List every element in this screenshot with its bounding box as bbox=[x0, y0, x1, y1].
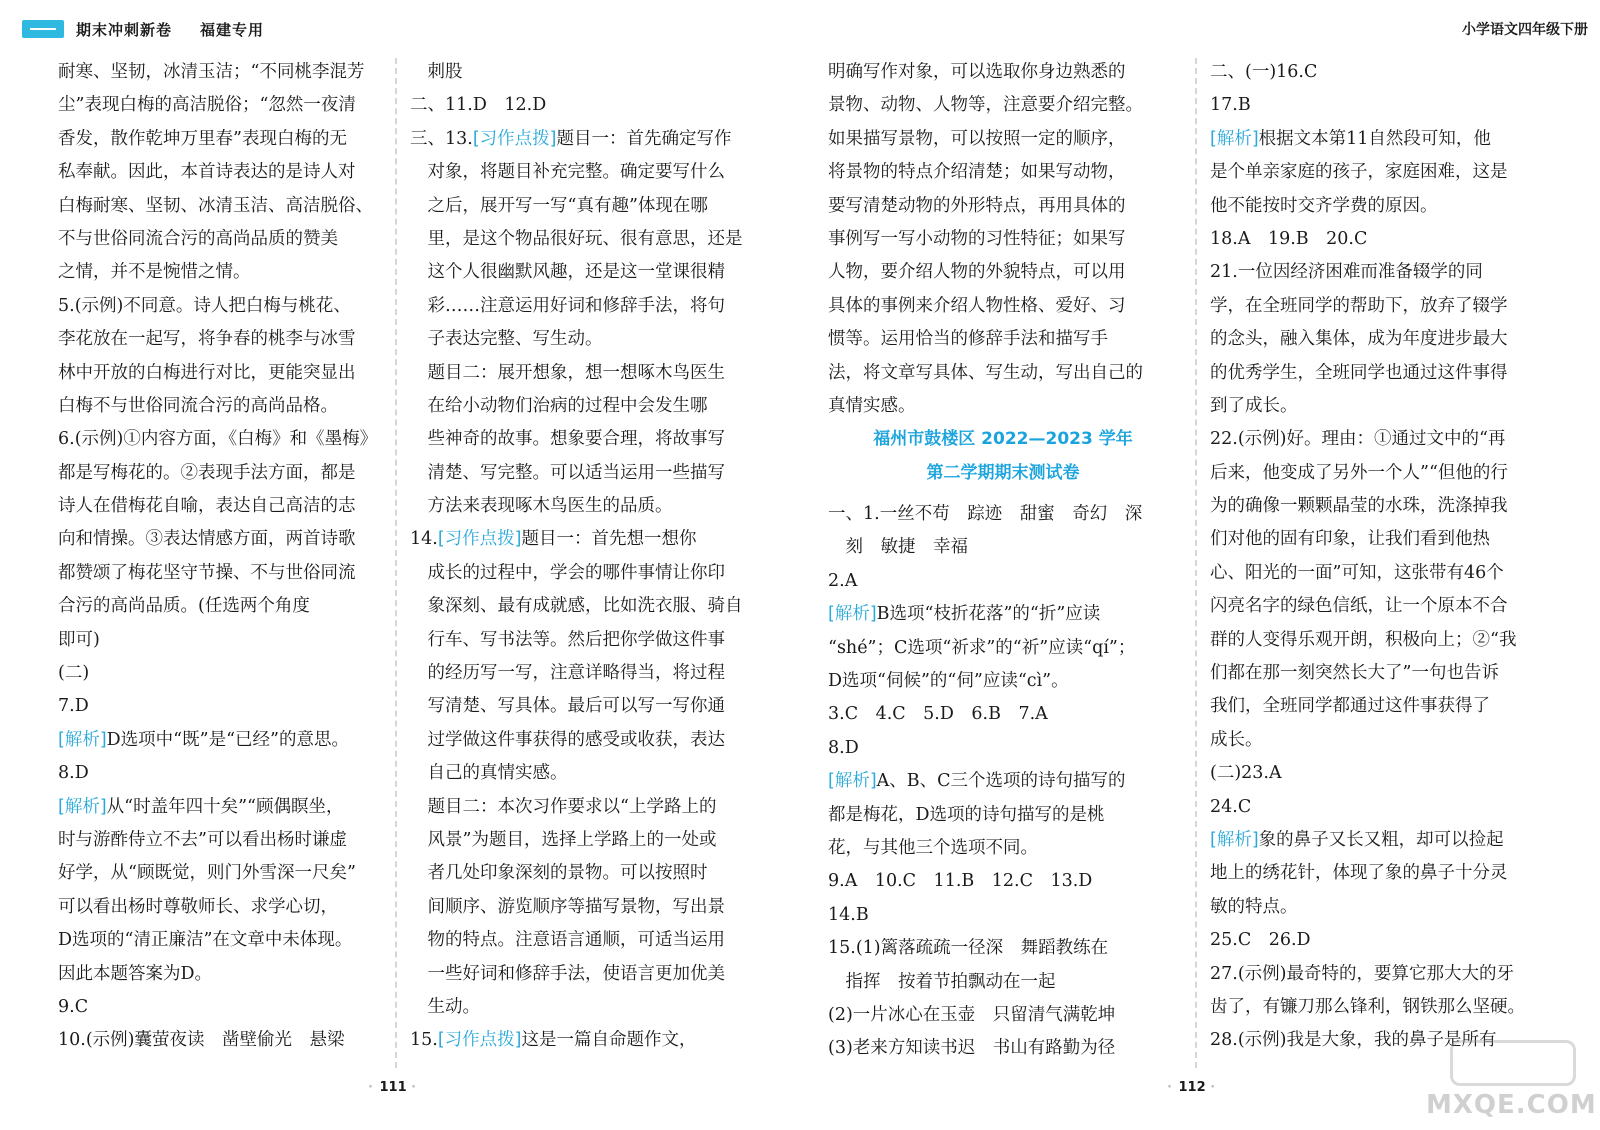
answer-line: [解析]D选项中“既”是“已经”的意思。 bbox=[58, 729, 349, 750]
answer-line: 27.(示例)最奇特的，要算它那大大的牙 bbox=[1210, 963, 1514, 984]
answer-line: 成长的过程中，学会的哪件事情让你印 bbox=[410, 562, 725, 583]
page-number-left: · 111 · bbox=[368, 1080, 419, 1095]
answer-line: (二) bbox=[58, 663, 90, 684]
answer-line: 这个人很幽默风趣，还是这一堂课很精 bbox=[410, 262, 725, 283]
answer-line: 题目二：本次习作要求以“上学路上的 bbox=[410, 796, 717, 817]
answer-line: 15.(1)篱落疏疏一径深 舞蹈教练在 bbox=[828, 938, 1109, 959]
answer-line: 尘”表现白梅的高洁脱俗；“忽然一夜清 bbox=[58, 95, 356, 116]
answer-line: 都赞颂了梅花坚守节操、不与世俗同流 bbox=[58, 562, 356, 583]
answer-line: “shé”；C选项“祈求”的“祈”应读“qí”； bbox=[828, 637, 1136, 658]
answer-line: 21.一位因经济困难而准备辍学的同 bbox=[1210, 262, 1483, 283]
answer-line: 6.(示例)①内容方面，《白梅》和《墨梅》 bbox=[58, 429, 378, 450]
analysis-tag: [解析] bbox=[58, 796, 107, 817]
answer-line: 他不能按时交齐学费的原因。 bbox=[1210, 195, 1438, 216]
answer-column-4 bbox=[1210, 56, 1555, 1058]
answer-line: 事例写一写小动物的习性特征；如果写 bbox=[828, 228, 1126, 249]
answer-line: 之后，展开写一写“真有趣”体现在哪 bbox=[410, 195, 708, 216]
answer-line: 要写清楚动物的外形特点，再用具体的 bbox=[828, 195, 1126, 216]
answer-line: 都是梅花，D选项的诗句描写的是桃 bbox=[828, 804, 1105, 825]
answer-line: 一些好词和修辞手法，使语言更加优美 bbox=[410, 963, 725, 984]
answer-line: 2.A bbox=[828, 570, 858, 591]
answer-line: 之情，并不是惋惜之情。 bbox=[58, 262, 251, 283]
analysis-tag: [解析] bbox=[1210, 128, 1259, 149]
answer-line: 3.C 4.C 5.D 6.B 7.A bbox=[828, 704, 1048, 725]
answer-line: 后来，他变成了另外一个人”“但他的行 bbox=[1210, 462, 1508, 483]
answer-line: 在给小动物们治病的过程中会发生哪 bbox=[410, 395, 708, 416]
answer-line: 10.(示例)囊萤夜读 凿壁偷光 悬梁 bbox=[58, 1030, 345, 1051]
answer-line: 14.[习作点拨]题目一：首先想一想你 bbox=[410, 529, 697, 550]
answer-line: 9.C bbox=[58, 996, 89, 1017]
answer-line: (2)一片冰心在玉壶 只留清气满乾坤 bbox=[828, 1004, 1116, 1025]
answer-line: 向和情操。③表达情感方面，两首诗歌 bbox=[58, 529, 356, 550]
answer-line: 17.B bbox=[1210, 95, 1251, 116]
answer-line: (二)23.A bbox=[1210, 763, 1282, 784]
answer-line: 林中开放的白梅进行对比，更能突显出 bbox=[58, 362, 356, 383]
answer-line: 者几处印象深刻的景物。可以按照时 bbox=[410, 863, 708, 884]
answer-line: 自己的真情实感。 bbox=[410, 763, 568, 784]
column-3-top bbox=[828, 56, 1178, 423]
answer-line: 里，是这个物品很好玩、很有意思，还是 bbox=[410, 228, 743, 249]
answer-line: 们都在那一刻突然长大了”一句也告诉 bbox=[1210, 663, 1499, 684]
answer-line: 耐寒、坚韧，冰清玉洁；“不同桃李混芳 bbox=[58, 62, 365, 82]
answer-line: 过学做这件事获得的感受或收获，表达 bbox=[410, 729, 725, 750]
answer-line: 明确写作对象，可以选取你身边熟悉的 bbox=[828, 62, 1126, 82]
answer-line: 法，将文章写具体、写生动，写出自己的 bbox=[828, 362, 1143, 383]
answer-line: 如果描写景物，可以按照一定的顺序， bbox=[828, 128, 1126, 149]
analysis-tag: [解析] bbox=[828, 604, 877, 625]
answer-line: 7.D bbox=[58, 696, 89, 717]
region-label: 福建专用 bbox=[200, 21, 265, 39]
answer-line: 二、11.D 12.D bbox=[410, 95, 547, 116]
answer-line: [解析]象的鼻子又长又粗，却可以捡起 bbox=[1210, 829, 1504, 850]
answer-line: 心、阳光的一面”可知，这张带有46个 bbox=[1210, 562, 1504, 583]
right-page bbox=[800, 0, 1600, 1130]
answer-line: 白梅不与世俗同流合污的高尚品格。 bbox=[58, 395, 338, 416]
answer-line: [解析]B选项“枝折花落”的“折”应读 bbox=[828, 604, 1101, 625]
answer-line: 物的特点。注意语言通顺，可适当运用 bbox=[410, 930, 725, 951]
answer-line: 都是写梅花的。②表现手法方面，都是 bbox=[58, 462, 356, 483]
answer-line: 一、1.一丝不苟 踪迹 甜蜜 奇幻 深 bbox=[828, 504, 1143, 525]
series-title: 期末冲刺新卷 bbox=[76, 21, 173, 39]
answer-line: 15.[习作点拨]这是一篇自命题作文， bbox=[410, 1030, 697, 1051]
answer-line: 时与游酢侍立不去”可以看出杨时谦虚 bbox=[58, 829, 347, 850]
answer-line: 白梅耐寒、坚韧、冰清玉洁、高洁脱俗、 bbox=[58, 195, 373, 216]
answer-line: 象深刻、最有成就感，比如洗衣服、骑自 bbox=[410, 596, 743, 617]
answer-line: 合污的高尚品质。(任选两个角度 bbox=[58, 596, 310, 617]
answer-line: 惯等。运用恰当的修辞手法和描写手 bbox=[828, 329, 1108, 350]
answer-line: 好学，从“顾既觉，则门外雪深一尺矣” bbox=[58, 863, 356, 884]
answer-line: 24.C bbox=[1210, 796, 1252, 817]
answer-line: 间顺序、游览顺序等描写景物，写出景 bbox=[410, 896, 725, 917]
answer-line: 生动。 bbox=[410, 996, 480, 1017]
book-title: 小学语文四年级下册 bbox=[1462, 22, 1588, 38]
answer-line: 二、(一)16.C bbox=[1210, 62, 1318, 82]
series-logo-icon bbox=[22, 20, 64, 38]
exam-title-line-1: 福州市鼓楼区 2022—2023 学年 bbox=[873, 429, 1133, 450]
answer-line: 真情实感。 bbox=[828, 395, 916, 416]
answer-line: 指挥 按着节拍飘动在一起 bbox=[828, 971, 1056, 992]
answer-line: 刻 敏捷 幸福 bbox=[828, 537, 968, 558]
answer-column-1 bbox=[58, 56, 388, 1058]
answer-line: D选项的“清正廉洁”在文章中未体现。 bbox=[58, 930, 353, 951]
answer-line: 我们，全班同学都通过这件事获得了 bbox=[1210, 696, 1490, 717]
answer-line: 的优秀学生，全班同学也通过这件事得 bbox=[1210, 362, 1508, 383]
answer-line: 18.A 19.B 20.C bbox=[1210, 228, 1368, 249]
answer-line: 题目二：展开想象，想一想啄木鸟医生 bbox=[410, 362, 725, 383]
answer-line: 香发，散作乾坤万里春”表现白梅的无 bbox=[58, 128, 347, 149]
answer-line: 具体的事例来介绍人物性格、爱好、习 bbox=[828, 295, 1126, 316]
answer-line: 可以看出杨时尊敬师长、求学心切， bbox=[58, 896, 338, 917]
answer-column-3 bbox=[828, 56, 1178, 1066]
answer-line: 私奉献。因此，本首诗表达的是诗人对 bbox=[58, 162, 356, 183]
answer-line: 些神奇的故事。想象要合理，将故事写 bbox=[410, 429, 725, 450]
answer-line: 28.(示例)我是大象，我的鼻子是所有 bbox=[1210, 1030, 1497, 1051]
answer-line: 人物，要介绍人物的外貌特点，可以用 bbox=[828, 262, 1126, 283]
answer-line: 诗人在借梅花自喻，表达自己高洁的志 bbox=[58, 496, 356, 517]
answer-line: 风景”为题目，选择上学路上的一处或 bbox=[410, 829, 717, 850]
answer-line: 8.D bbox=[828, 737, 859, 758]
answer-line: 花，与其他三个选项不同。 bbox=[828, 837, 1038, 858]
column-3-bottom bbox=[828, 498, 1178, 1066]
watermark-badge-icon bbox=[1450, 1040, 1576, 1086]
analysis-tag: [解析] bbox=[1210, 829, 1259, 850]
answer-line: 清楚、写完整。可以适当运用一些描写 bbox=[410, 462, 725, 483]
answer-line: 到了成长。 bbox=[1210, 395, 1298, 416]
answer-line: [解析]A、B、C三个选项的诗句描写的 bbox=[828, 771, 1126, 792]
answer-line: 李花放在一起写，将争春的桃李与冰雪 bbox=[58, 329, 356, 350]
exam-title-line-2: 第二学期期末测试卷 bbox=[926, 462, 1080, 483]
answer-line: 群的人变得乐观开朗，积极向上；②“我 bbox=[1210, 629, 1517, 650]
answer-line: 14.B bbox=[828, 904, 869, 925]
answer-line: 因此本题答案为D。 bbox=[58, 963, 213, 984]
answer-line: [解析]从“时盖年四十矣”“顾偶瞑坐， bbox=[58, 796, 344, 817]
answer-line: 的经历写一写，注意详略得当，将过程 bbox=[410, 663, 725, 684]
answer-line: 景物、动物、人物等，注意要介绍完整。 bbox=[828, 95, 1143, 116]
page-number-right: · 112 · bbox=[1167, 1080, 1218, 1095]
answer-line: 彩……注意运用好词和修辞手法，将句 bbox=[410, 295, 725, 316]
answer-line: 们对他的固有印象，让我们看到他热 bbox=[1210, 529, 1490, 550]
answer-line: 25.C 26.D bbox=[1210, 930, 1311, 951]
analysis-tag: [解析] bbox=[828, 771, 877, 792]
answer-column-2 bbox=[410, 56, 755, 1058]
answer-line: 刺股 bbox=[410, 62, 463, 82]
answer-line: 即可) bbox=[58, 629, 100, 650]
analysis-tag: [解析] bbox=[58, 729, 107, 750]
writing-tip-tag: [习作点拨] bbox=[472, 128, 557, 149]
answer-line: 成长。 bbox=[1210, 729, 1263, 750]
site-watermark: MXQE.COM bbox=[1420, 1040, 1580, 1120]
answer-line: 5.(示例)不同意。诗人把白梅与桃花、 bbox=[58, 295, 351, 316]
writing-tip-tag: [习作点拨] bbox=[437, 529, 522, 550]
answer-line: 地上的绣花针，体现了象的鼻子十分灵 bbox=[1210, 863, 1508, 884]
answer-line: 三、13.[习作点拨]题目一：首先确定写作 bbox=[410, 128, 732, 149]
answer-line: 方法来表现啄木鸟医生的品质。 bbox=[410, 496, 673, 517]
answer-line: 齿了，有镰刀那么锋利，钢铁那么坚硬。 bbox=[1210, 996, 1525, 1017]
answer-line: 8.D bbox=[58, 763, 89, 784]
answer-line: 9.A 10.C 11.B 12.C 13.D bbox=[828, 871, 1093, 892]
writing-tip-tag: [习作点拨] bbox=[437, 1030, 522, 1051]
answer-line: 的念头，融入集体，成为年度进步最大 bbox=[1210, 329, 1508, 350]
answer-line: 行车、写书法等。然后把你学做这件事 bbox=[410, 629, 725, 650]
answer-line: 是个单亲家庭的孩子，家庭困难，这是 bbox=[1210, 162, 1508, 183]
answer-line: (3)老来方知读书迟 书山有路勤为径 bbox=[828, 1038, 1116, 1059]
answer-line: 为的确像一颗颗晶莹的水珠，洗涤掉我 bbox=[1210, 496, 1508, 517]
answer-line: 子表达完整、写生动。 bbox=[410, 329, 603, 350]
answer-line: 22.(示例)好。理由：①通过文中的“再 bbox=[1210, 429, 1506, 450]
column-divider bbox=[1195, 58, 1197, 1068]
answer-line: 敏的特点。 bbox=[1210, 896, 1298, 917]
answer-line: D选项“伺候”的“伺”应读“cì”。 bbox=[828, 671, 1069, 692]
answer-line: 写清楚、写具体。最后可以写一写你通 bbox=[410, 696, 725, 717]
answer-line: 将景物的特点介绍清楚；如果写动物， bbox=[828, 162, 1126, 183]
answer-line: 不与世俗同流合污的高尚品质的赞美 bbox=[58, 228, 338, 249]
column-divider bbox=[395, 58, 397, 1068]
answer-line: 闪亮名字的绿色信纸，让一个原本不合 bbox=[1210, 596, 1508, 617]
answer-line: 对象，将题目补充完整。确定要写什么 bbox=[410, 162, 725, 183]
answer-line: 学，在全班同学的帮助下，放弃了辍学 bbox=[1210, 295, 1508, 316]
answer-line: [解析]根据文本第11自然段可知，他 bbox=[1210, 128, 1491, 149]
